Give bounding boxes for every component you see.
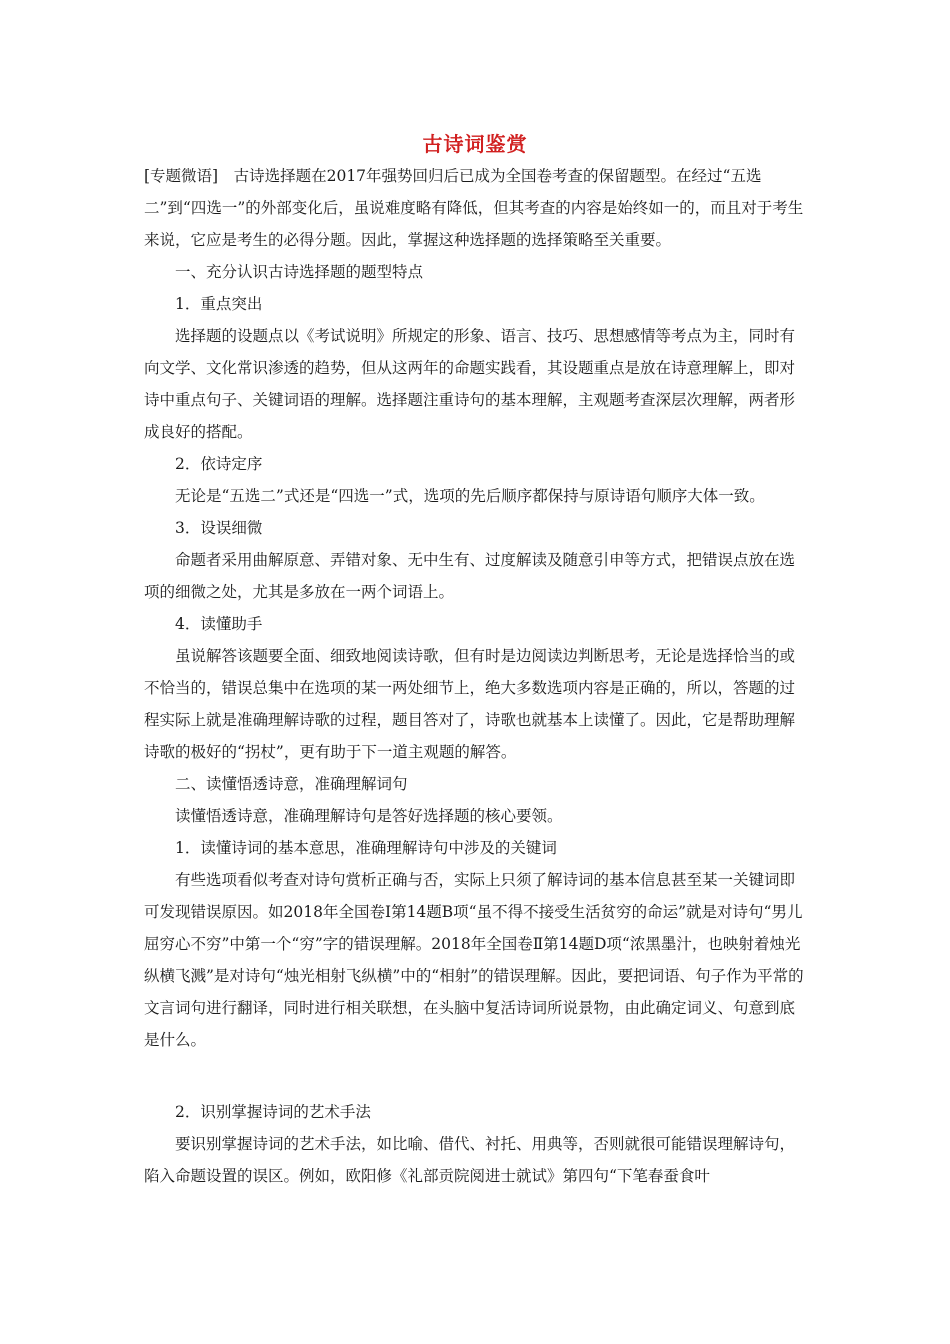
- section-1-heading: 一、充分认识古诗选择题的题型特点: [175, 263, 424, 281]
- document-title: 古诗词鉴赏: [422, 132, 528, 156]
- paragraph-gap: [144, 1056, 810, 1096]
- section-1-4-body: 虽说解答该题要全面、细致地阅读诗歌，但有时是边阅读边判断思考，无论是选择恰当的或不恰当的，错误总集中在选项的某一两处细节上，绝大多数选项内容是正确的，所以，答题的过程实际上就是准确理解诗歌的过程，题目答对了，诗歌也就基本上读懂了。因此，它是帮助理解诗歌的极好的“拐杖”，更有助于下一道主观题的解答。: [144, 647, 796, 761]
- section-2-heading: 二、读懂悟透诗意，准确理解词句: [175, 775, 408, 793]
- document-body: [144, 160, 810, 1192]
- section-1-1-heading: 1．重点突出: [175, 295, 263, 313]
- section-2-1-heading: 1．读懂诗词的基本意思，准确理解诗句中涉及的关键词: [175, 839, 557, 857]
- section-2-1-body: 有些选项看似考查对诗句赏析正确与否，实际上只须了解诗词的基本信息甚至某一关键词即可发现错误原因。如2018年全国卷Ⅰ第14题B项“虽不得不接受生活贫穷的命运”就是对诗句“男儿屈穷心不穷”中第一个“穷”字的错误理解。2018年全国卷Ⅱ第14题D项“浓黑墨汁，也映射着烛光纵横飞溅”是对诗句“烛光相射飞纵横”中的“相射”的错误理解。因此，要把词语、句子作为平常的文言词句进行翻译，同时进行相关联想，在头脑中复活诗词所说景物，由此确定词义、句意到底是什么。: [144, 871, 804, 1049]
- section-1-2-heading: 2．依诗定序: [175, 455, 263, 473]
- section-2-lead: 读懂悟透诗意，准确理解诗句是答好选择题的核心要领。: [175, 807, 563, 825]
- section-2-2-body: 要识别掌握诗词的艺术手法，如比喻、借代、衬托、用典等，否则就很可能错误理解诗句，陷入命题设置的误区。例如，欧阳修《礼部贡院阅进士就试》第四句“下笔春蚕食叶: [144, 1135, 796, 1185]
- section-1-1-body: 选择题的设题点以《考试说明》所规定的形象、语言、技巧、思想感情等考点为主，同时有向文学、文化常识渗透的趋势，但从这两年的命题实践看，其设题重点是放在诗意理解上，即对诗中重点句子、关键词语的理解。选择题注重诗句的基本理解，主观题考查深层次理解，两者形成良好的搭配。: [144, 327, 796, 441]
- section-1-3-body: 命题者采用曲解原意、弄错对象、无中生有、过度解读及随意引申等方式，把错误点放在选项的细微之处，尤其是多放在一两个词语上。: [144, 551, 796, 601]
- section-2-2-heading: 2．识别掌握诗词的艺术手法: [175, 1103, 371, 1121]
- intro-paragraph: [专题微语] 古诗选择题在2017年强势回归后已成为全国卷考查的保留题型。在经过“五选二”到“四选一”的外部变化后，虽说难度略有降低，但其考查的内容是始终如一的，而且对于考生来说，它应是考生的必得分题。因此，掌握这种选择题的选择策略至关重要。: [144, 167, 804, 249]
- section-1-3-heading: 3．设误细微: [175, 519, 263, 537]
- section-1-2-body: 无论是“五选二”式还是“四选一”式，选项的先后顺序都保持与原诗语句顺序大体一致。: [175, 487, 765, 505]
- section-1-4-heading: 4．读懂助手: [175, 615, 263, 633]
